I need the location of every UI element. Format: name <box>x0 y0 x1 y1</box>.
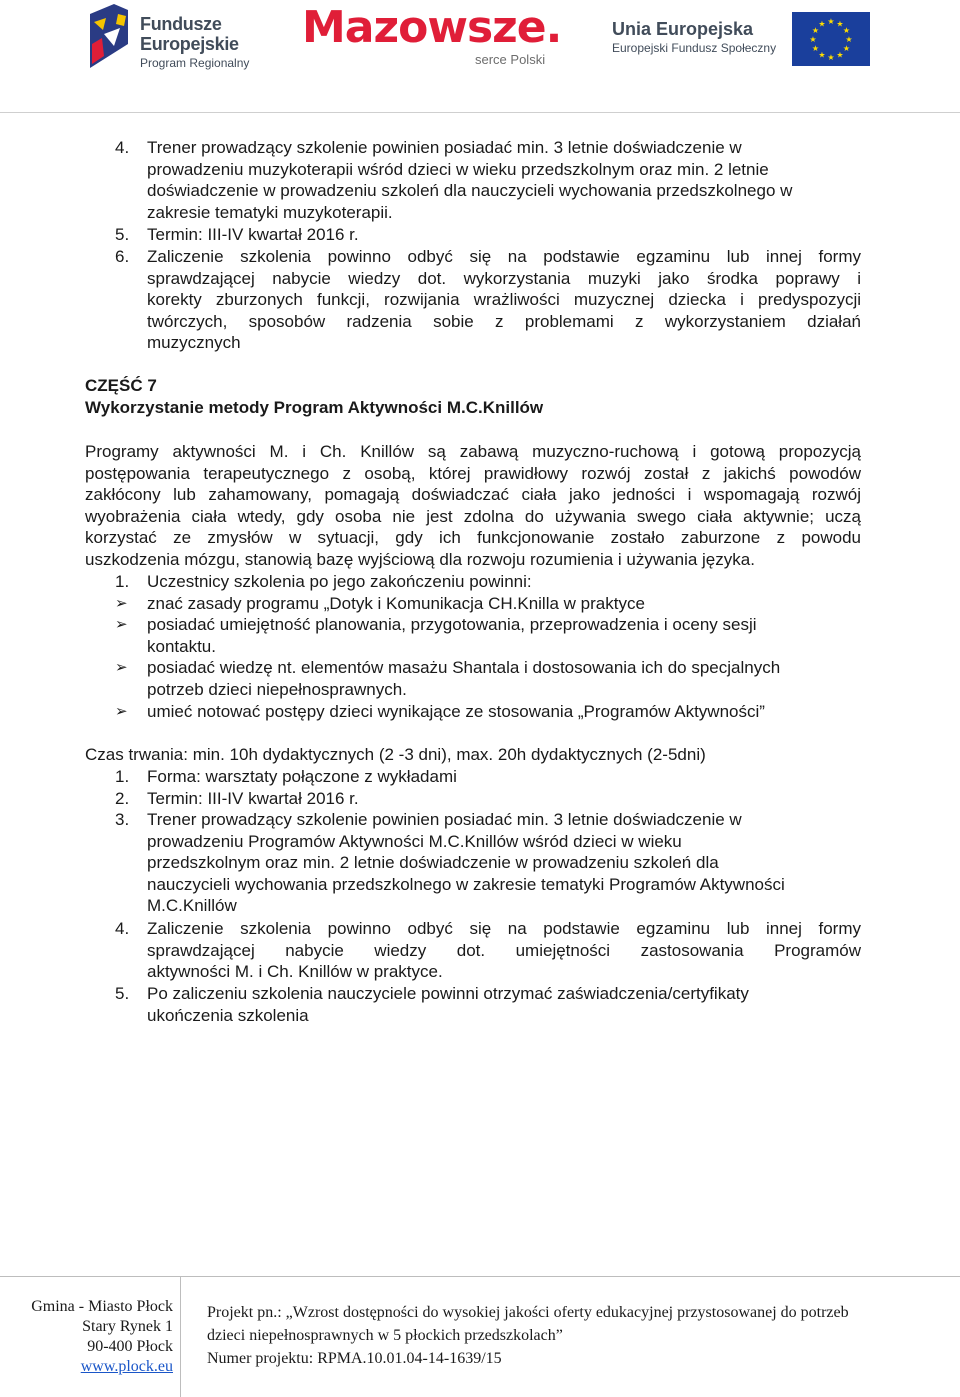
list-b-line: prowadzeniu Programów Aktywności M.C.Knillów wśród dzieci w wieku <box>147 831 682 851</box>
svg-text:★: ★ <box>836 19 844 29</box>
list-b-line: M.C.Knillów <box>147 896 237 916</box>
bullet-item <box>147 657 861 700</box>
list-a-line: muzycznych <box>147 333 241 353</box>
footer-project-block <box>207 1301 927 1370</box>
duration-text: Czas trwania: min. 10h dydaktycznych (2 -3 dni), max. 20h dydaktycznych (2-5dni) <box>85 745 706 764</box>
footer-website-link[interactable]: www.plock.eu <box>80 1358 173 1375</box>
footer-project-line: Numer projektu: RPMA.10.01.04-14-1639/15 <box>207 1350 502 1367</box>
arrow-bullet-icon: ➢ <box>115 616 128 633</box>
section-subtitle: Wykorzystanie metody Program Aktywności M.C.Knillów <box>85 398 544 417</box>
list-b-line: ukończenia szkolenia <box>147 1005 309 1025</box>
svg-text:★: ★ <box>811 26 820 35</box>
list-b-item <box>147 809 861 917</box>
svg-text:★: ★ <box>845 35 853 44</box>
list-a-line: Zaliczenie szkolenia powinno odbyć się na podstawie egzaminu lub innej formy <box>147 247 861 266</box>
list-a-line: twórczych, sposobów radzenia sobie z problemami z wykorzystaniem działań <box>147 311 861 331</box>
fe-logo-line2: Europejskie <box>140 34 239 54</box>
participants-text: Uczestnicy szkolenia po jego zakończeniu powinni: <box>147 572 532 591</box>
list-a-line: Termin: III-IV kwartał 2016 r. <box>147 225 359 244</box>
list-a-line: korekty zburzonych funkcji, rozwijania wrażliwości muzycznej dziecka i predyspozycji <box>147 290 861 310</box>
svg-text:★: ★ <box>811 44 820 53</box>
fundusze-europejskie-logo <box>90 4 270 70</box>
list-b-line: nauczycieli wychowania przedszkolnego w zakresie tematyki Programów Aktywności <box>147 874 785 894</box>
eu-logo-line2: Europejski Fundusz Społeczny <box>612 41 777 55</box>
bullet-line: potrzeb dzieci niepełnosprawnych. <box>147 679 407 699</box>
svg-text:★: ★ <box>818 50 826 60</box>
list-b-line: Trener prowadzący szkolenie powinien posiadać min. 3 letnie doświadczenie w <box>147 810 742 829</box>
list-a-line: sprawdzającej nabycie wiedzy dot. wykorzystania muzyki jako środka poprawy i <box>147 268 861 288</box>
svg-text:★: ★ <box>827 17 835 26</box>
svg-text:★: ★ <box>842 26 851 35</box>
list-b-number: 3. <box>115 810 130 829</box>
page-footer <box>0 1276 960 1397</box>
fe-logo-line3: Program Regionalny <box>140 56 250 70</box>
fe-logo-text <box>140 14 249 70</box>
list-a-line: prowadzeniu muzykoterapii wśród dzieci w wieku przedszkolnym oraz min. 2 letnie <box>147 159 769 179</box>
list-b-line: sprawdzającej nabycie wiedzy dot. umiejętności zastosowania Programów <box>147 940 861 960</box>
mazowsze-wordmark: Mazowsze. <box>302 2 562 53</box>
list-b-line: Zaliczenie szkolenia powinno odbyć się na podstawie egzaminu lub innej formy <box>147 919 861 938</box>
arrow-bullet-icon: ➢ <box>115 595 128 612</box>
bullet-line: posiadać wiedzę nt. elementów masażu Shantala i dostosowania ich do specjalnych <box>147 658 781 677</box>
svg-text:★: ★ <box>818 19 826 29</box>
eu-logo-text <box>612 18 776 56</box>
eu-flag-icon <box>792 12 870 66</box>
bullet-line: znać zasady programu „Dotyk i Komunikacja CH.Knilla w praktyce <box>147 594 645 613</box>
list-b-item <box>147 918 861 983</box>
list-a-number: 5. <box>115 225 130 244</box>
intro-line: zakłócony lub zahamowany, pomagają doświadczać ciała jako jedności i wspomagają rozwój <box>85 485 861 505</box>
list-b-number: 4. <box>115 919 130 938</box>
arrow-bullet-icon: ➢ <box>115 659 128 676</box>
svg-text:★: ★ <box>827 53 835 62</box>
list-b-line: aktywności M. i Ch. Knillów w praktyce. <box>147 962 443 982</box>
list-a-line: doświadczenie w prowadzeniu szkoleń dla nauczycieli wychowania przedszkolnego w <box>147 181 793 201</box>
list-a-item <box>147 224 861 246</box>
participants-number: 1. <box>115 572 130 591</box>
eu-logo-line1: Unia Europejska <box>612 19 754 39</box>
footer-address-line: Gmina - Miasto Płock <box>31 1298 173 1315</box>
footer-address-block <box>0 1277 181 1397</box>
list-b-line: Forma: warsztaty połączone z wykładami <box>147 767 457 786</box>
fe-star-mark-icon <box>90 4 134 70</box>
arrow-bullet-icon: ➢ <box>115 703 128 720</box>
list-b-line: Termin: III-IV kwartał 2016 r. <box>147 789 359 808</box>
intro-line: korzystać ze zmysłów w sytuacji, gdy ich funkcjonowanie zostało zaburzone z powodu <box>85 528 861 548</box>
fe-logo-line1: Fundusze <box>140 14 222 34</box>
list-a-line: Trener prowadzący szkolenie powinien posiadać min. 3 letnie doświadczenie w <box>147 138 742 157</box>
eu-logo <box>612 12 874 68</box>
section-title: CZĘŚĆ 7 <box>85 376 157 395</box>
footer-address-line: Stary Rynek 1 <box>82 1318 173 1335</box>
bullet-item <box>147 593 861 615</box>
svg-text:★: ★ <box>836 50 844 60</box>
intro-paragraph <box>85 441 861 571</box>
list-b-number: 5. <box>115 984 130 1003</box>
list-a-line: zakresie tematyki muzykoterapii. <box>147 202 393 222</box>
list-b-line: przedszkolnym oraz min. 2 letnie doświadczenie w prowadzeniu szkoleń dla <box>147 853 719 873</box>
bullet-line: umieć notować postępy dzieci wynikające ze stosowania „Programów Aktywności” <box>147 702 765 721</box>
intro-line: uszkodzenia mózgu, stanowią bazę wyjściową dla rozwoju rozumienia i używania języka. <box>85 549 755 569</box>
list-b-number: 2. <box>115 789 130 808</box>
mazowsze-logo <box>302 2 564 72</box>
list-b-line: Po zaliczeniu szkolenia nauczyciele powinni otrzymać zaświadczenia/certyfikaty <box>147 984 749 1003</box>
list-a-number: 4. <box>115 138 130 157</box>
list-b-item <box>147 766 861 788</box>
list-a-item <box>147 246 861 354</box>
footer-project-line: Projekt pn.: „Wzrost dostępności do wysokiej jakości oferty edukacyjnej przystosowanej do potrzeb <box>207 1304 849 1321</box>
page-header <box>0 0 960 113</box>
svg-text:★: ★ <box>809 35 817 44</box>
bullet-item <box>147 701 861 723</box>
intro-line: postępowania terapeutycznego z osobą, której prawidłowy rozwój został z jakichś powodów <box>85 463 861 483</box>
list-a-item <box>147 137 861 223</box>
intro-line: Programy aktywności M. i Ch. Knillów są zabawą muzyczno-ruchową i gotową propozycją <box>85 442 861 461</box>
list-b-item <box>147 983 861 1026</box>
list-b-number: 1. <box>115 767 130 786</box>
list-a-number: 6. <box>115 247 130 266</box>
svg-text:★: ★ <box>842 44 851 53</box>
footer-address-line: 90-400 Płock <box>87 1338 173 1355</box>
bullet-line: kontaktu. <box>147 636 216 656</box>
bullet-item <box>147 614 861 657</box>
list-b-item <box>147 788 861 810</box>
footer-project-line: dzieci niepełnosprawnych w 5 płockich przedszkolach” <box>207 1327 563 1344</box>
intro-line: wyobrażenia ciała wtedy, gdy osoba nie jest zdolna do używania swego ciała aktywnie; uczą <box>85 506 861 526</box>
bullet-line: posiadać umiejętność planowania, przygotowania, przeprowadzenia i oceny sesji <box>147 615 757 634</box>
mazowsze-tagline: serce Polski <box>475 52 546 67</box>
